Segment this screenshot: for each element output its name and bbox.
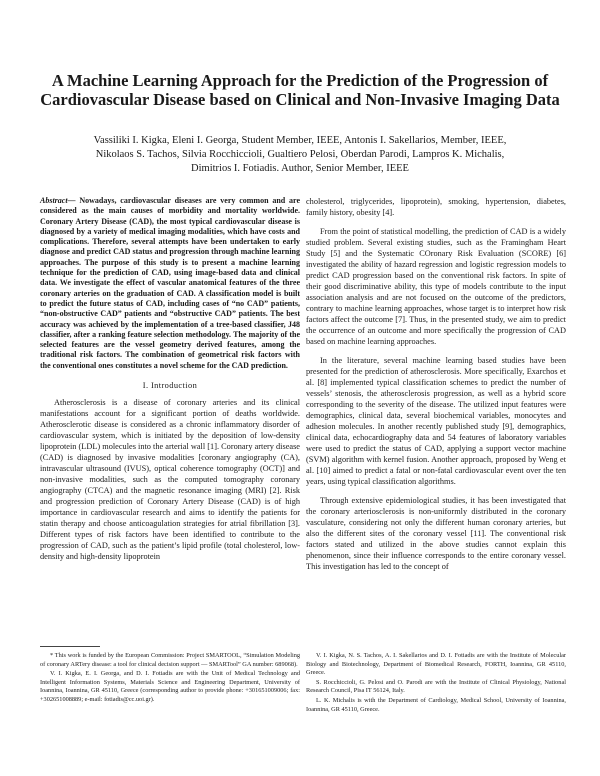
author-line-1: Vassiliki I. Kigka, Eleni I. Georga, Student Member, IEEE, Antonis I. Sakellarios, Member, IEEE, bbox=[93, 135, 507, 146]
section-heading-introduction: I. Introduction bbox=[142, 381, 198, 391]
footnote-rule bbox=[40, 646, 100, 647]
paragraph: Through extensive epidemiological studies, it has been investigated that the coronary arteriosclerosis is non-uniformly distributed in the coronary vasculature, considering not only the different human coronary arteries, but also the different sites of the coronary vessel [11]. The conventional risk factors stated and utilized in the above studies cannot explain this phenomenon, since their influence corresponds to the entire coronary vessel. This investigation has led to the concept of bbox=[306, 496, 566, 571]
paragraph: From the point of statistical modelling, the prediction of CAD is a widely studied problem. Several existing studies, such as the Framingham Heart Study [5] and the Systematic COronary Risk Evaluation (SCORE) [6] investigated the ability of hazard regression and logistic regression models to predict CAD progression based on the conventional risk factors. In spite of their good discriminative ability, this type of models contribute to the input association analysis and are not focused on the outcome of the predictors, contrary to machine learning approaches, whose target is to interpret how risk factors affect the outcome [7]. Thus, in the presented study, we aim to predict the occurrence of an outcome and more specifically the progression of CAD based on machine learning approaches. bbox=[306, 227, 566, 346]
footnotes-left bbox=[40, 652, 300, 706]
footnote: V. I. Kigka, E. I. Georga, and D. I. Fotiadis are with the Unit of Medical Technology and Intelligent Information Systems, Materials Science and Engineering Department, University of Ioannina, Ioannina, GR 45110, Greece (corresponding author to provide phone: +301651009006; fax: +302651008889; e-mail: fotiadis@cc.uoi.gr). bbox=[40, 670, 300, 703]
author-line-3: Dimitrios I. Fotiadis. Author, Senior Member, IEEE bbox=[191, 162, 409, 174]
right-column bbox=[306, 196, 566, 580]
author-line-2: Nikolaos S. Tachos, Silvia Rocchiccioli, Gualtiero Pelosi, Oberdan Parodi, Lampros K. Michalis, bbox=[95, 148, 505, 160]
abstract-text: Nowadays, cardiovascular diseases are very common and are considered as the main causes of morbidity and mortality worldwide. Coronary Artery Disease (CAD), the most typical cardiovascular disease is diagnosed by a variety of medical imaging modalities, which have costs and complications. Therefore, several attempts have been undertaken to early diagnose and predict CAD status and progression through machine learning approaches. The purpose of this study is to present a machine learning technique for the prediction of CAD, using image-based data and clinical data. We investigate the effect of vascular anatomical features of the three coronary arteries on the graduation of CAD. A classification model is built to predict the future status of CAD, including cases of “no CAD” patients, “non-obstructive CAD” patients and “obstructive CAD” patients. The best accuracy was achieved by the implementation of a tree-based classifier, J48 classifier, after a ranking feature selection methodology. The majority of the selected features are the vessel geometry derived features, among the traditional risk factors. The combination of geometrical risk factors with the conventional ones constitutes a novel scheme for the CAD prediction. bbox=[40, 196, 300, 370]
footnote: * This work is funded by the European Commission: Project SMARTOOL, “Simulation Modeling of coronary ARTery disease: a tool for clinical decision support — SMARTool” GA number: 689068). bbox=[40, 652, 300, 668]
abstract-label: Abstract— bbox=[40, 196, 76, 205]
left-column bbox=[40, 196, 300, 570]
paper-title: A Machine Learning Approach for the Prediction of the Progression of Cardiovascular Disease based on Clinical and Non-Invasive Imaging Data bbox=[40, 71, 560, 109]
paragraph: Atherosclerosis is a disease of coronary arteries and its clinical manifestations account for a significant portion of deaths worldwide. Atherosclerotic disease is considered as a chronic inflammatory disorder of cardiovascular system, which is initiated by the deposition of low-density lipoprotein (LDL) molecules into the arterial wall [1]. Coronary artery disease (CAD) is diagnosed by invasive modalities [coronary angiography (CA), intravascular ultrasound (IVUS), optical coherence tomography (OCT)] and non-invasive modalities, such as the computed tomography coronary angiography (CTCA) and the magnetic resonance imaging (MRI) [2]. Risk and progression prediction of Coronary Artery Disease (CAD) is of high importance in cardiovascular research and aims to identify the patients for statin therapy and choose anticoagulation strategies for atrial fibrillation [3]. Different types of risk factors have been identified to contribute to the progression of CAD, such as the patient’s lipid profile (total cholesterol, low-density and high-density lipoprotein bbox=[40, 398, 300, 562]
footnote: V. I. Kigka, N. S. Tachos, A. I. Sakellarios and D. I. Fotiadis are with the Institute of Molecular Biology and Biotechnology, Department of Biomedical Research, FORTH, Ioannina, GR 45110, Greece. bbox=[306, 652, 566, 677]
footnote: S. Rocchiccioli, G. Pelosi and O. Parodi are with the Institute of Clinical Physiology, National Research Council, Pisa IT 56124, Italy. bbox=[306, 678, 566, 695]
paragraph: cholesterol, triglycerides, lipoprotein), smoking, hypertension, diabetes, family history, obesity [4]. bbox=[306, 197, 566, 217]
abstract bbox=[40, 196, 300, 371]
author-list bbox=[40, 134, 560, 175]
footnote: L. K. Michalis is with the Department of Cardiology, Medical School, University of Ioannina, Ioannina, GR 45110, Greece. bbox=[306, 696, 566, 713]
footnotes-right bbox=[306, 652, 566, 715]
paragraph: In the literature, several machine learning based studies have been presented for the prediction of atherosclerosis. More specifically, Exarchos et al. [8] implemented typical classification schemes to predict the number of vessels’ stenosis, the atherosclerosis progression, as well as a hybrid score corresponding to the severity of the disease. The utilized input features were demographics, clinical data, several biochemical variables, monocytes and adhesion molecules. In another recently published study [9], demographics, clinical data, echocardiography data and 54 features of laboratory variables were used to predict the status of CAD, applying a support vector machine (SVM) algorithm with kernel fusion. Another approach, proposed by Weng et al. [10] aimed to predict a fatal or non-fatal cardiovascular event over the ten years, using typical classification algorithms. bbox=[306, 356, 566, 486]
